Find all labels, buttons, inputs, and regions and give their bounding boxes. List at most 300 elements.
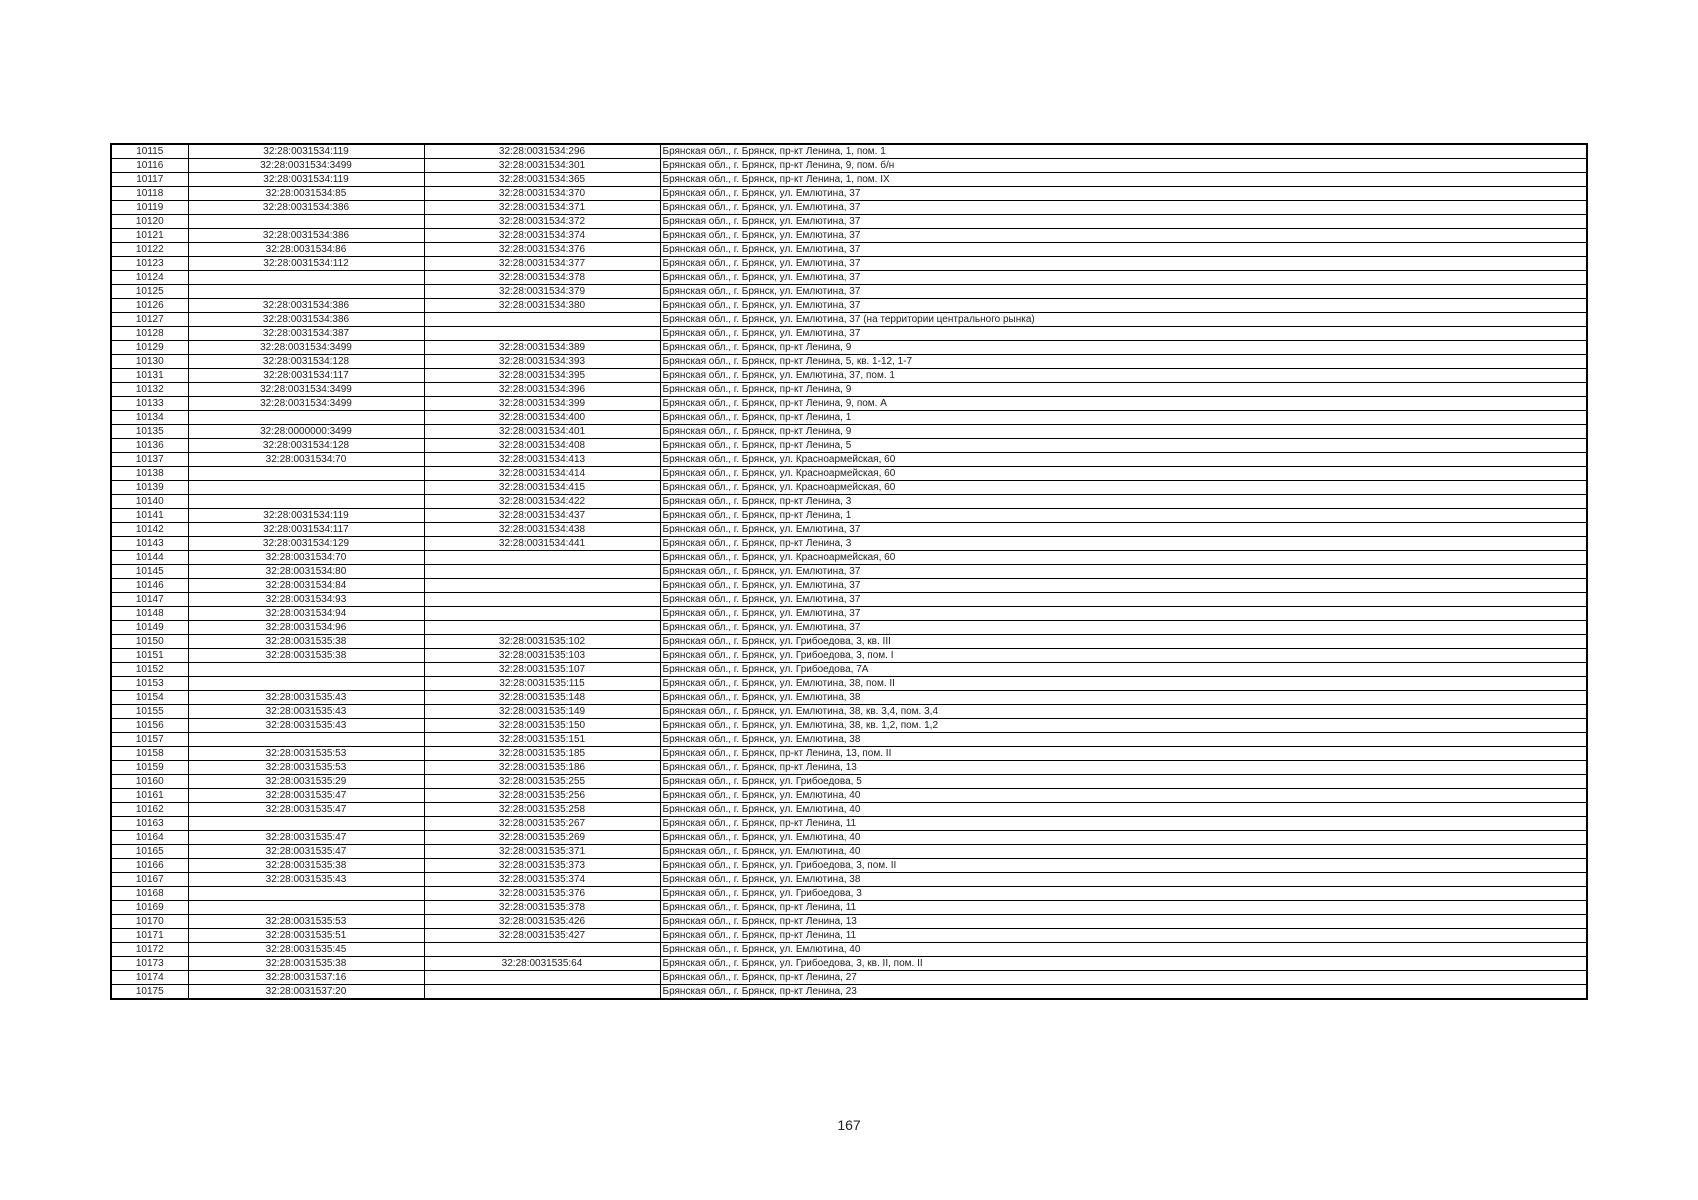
land-cadastral-number-cell [188,411,424,425]
address-cell: Брянская обл., г. Брянск, ул. Красноармейская, 60 [660,481,1587,495]
address-cell: Брянская обл., г. Брянск, пр-кт Ленина, 9 [660,341,1587,355]
address-cell: Брянская обл., г. Брянск, ул. Емлютина, 40 [660,845,1587,859]
row-number-cell: 10163 [111,817,188,831]
table-row [111,509,1587,523]
table-row [111,817,1587,831]
object-cadastral-number-cell: 32:28:0031534:438 [424,523,660,537]
table-row [111,173,1587,187]
land-cadastral-number-cell: 32:28:0031535:38 [188,957,424,971]
address-cell: Брянская обл., г. Брянск, пр-кт Ленина, 1 [660,411,1587,425]
address-cell: Брянская обл., г. Брянск, пр-кт Ленина, 13, пом. II [660,747,1587,761]
row-number-cell: 10124 [111,271,188,285]
object-cadastral-number-cell: 32:28:0031534:379 [424,285,660,299]
address-cell: Брянская обл., г. Брянск, пр-кт Ленина, 9 [660,425,1587,439]
address-cell: Брянская обл., г. Брянск, ул. Емлютина, 37 [660,523,1587,537]
address-cell: Брянская обл., г. Брянск, ул. Емлютина, 40 [660,803,1587,817]
row-number-cell: 10138 [111,467,188,481]
address-cell: Брянская обл., г. Брянск, ул. Емлютина, 37 (на территории центрального рынка) [660,313,1587,327]
land-cadastral-number-cell: 32:28:0031534:386 [188,229,424,243]
row-number-cell: 10116 [111,159,188,173]
object-cadastral-number-cell: 32:28:0031534:389 [424,341,660,355]
row-number-cell: 10140 [111,495,188,509]
row-number-cell: 10141 [111,509,188,523]
land-cadastral-number-cell [188,481,424,495]
land-cadastral-number-cell: 32:28:0031534:386 [188,201,424,215]
address-cell: Брянская обл., г. Брянск, пр-кт Ленина, 13 [660,761,1587,775]
land-cadastral-number-cell: 32:28:0031535:43 [188,705,424,719]
row-number-cell: 10123 [111,257,188,271]
address-cell: Брянская обл., г. Брянск, пр-кт Ленина, 11 [660,929,1587,943]
land-cadastral-number-cell: 32:28:0031534:93 [188,593,424,607]
table-row [111,775,1587,789]
object-cadastral-number-cell: 32:28:0031535:374 [424,873,660,887]
address-cell: Брянская обл., г. Брянск, ул. Емлютина, 37 [660,607,1587,621]
table-row [111,635,1587,649]
table-row [111,313,1587,327]
table-row [111,551,1587,565]
table-row [111,649,1587,663]
object-cadastral-number-cell: 32:28:0031535:64 [424,957,660,971]
table-row [111,565,1587,579]
land-cadastral-number-cell: 32:28:0031534:119 [188,144,424,159]
table-row [111,397,1587,411]
table-row [111,957,1587,971]
object-cadastral-number-cell [424,621,660,635]
object-cadastral-number-cell [424,327,660,341]
table-row [111,271,1587,285]
object-cadastral-number-cell: 32:28:0031534:374 [424,229,660,243]
land-cadastral-number-cell: 32:28:0031534:117 [188,523,424,537]
land-cadastral-number-cell: 32:28:0031535:47 [188,789,424,803]
table-row [111,593,1587,607]
land-cadastral-number-cell [188,677,424,691]
land-cadastral-number-cell: 32:28:0031535:29 [188,775,424,789]
land-cadastral-number-cell [188,901,424,915]
row-number-cell: 10158 [111,747,188,761]
table-row [111,663,1587,677]
object-cadastral-number-cell: 32:28:0031535:371 [424,845,660,859]
address-cell: Брянская обл., г. Брянск, ул. Емлютина, 38, кв. 1,2, пом. 1,2 [660,719,1587,733]
land-cadastral-number-cell: 32:28:0031535:53 [188,747,424,761]
row-number-cell: 10121 [111,229,188,243]
land-cadastral-number-cell: 32:28:0031535:43 [188,691,424,705]
object-cadastral-number-cell: 32:28:0031535:269 [424,831,660,845]
row-number-cell: 10148 [111,607,188,621]
object-cadastral-number-cell: 32:28:0031535:373 [424,859,660,873]
table-row [111,719,1587,733]
table-row [111,761,1587,775]
object-cadastral-number-cell: 32:28:0031534:413 [424,453,660,467]
table-row [111,425,1587,439]
land-cadastral-number-cell: 32:28:0031535:38 [188,635,424,649]
row-number-cell: 10118 [111,187,188,201]
row-number-cell: 10168 [111,887,188,901]
land-cadastral-number-cell: 32:28:0031534:119 [188,509,424,523]
object-cadastral-number-cell [424,551,660,565]
table-row [111,705,1587,719]
address-cell: Брянская обл., г. Брянск, пр-кт Ленина, 9, пом. б/н [660,159,1587,173]
table-row [111,355,1587,369]
object-cadastral-number-cell: 32:28:0031534:370 [424,187,660,201]
land-cadastral-number-cell: 32:28:0031535:38 [188,859,424,873]
address-cell: Брянская обл., г. Брянск, пр-кт Ленина, 11 [660,817,1587,831]
address-cell: Брянская обл., г. Брянск, ул. Емлютина, 38 [660,873,1587,887]
row-number-cell: 10146 [111,579,188,593]
object-cadastral-number-cell: 32:28:0031534:401 [424,425,660,439]
row-number-cell: 10137 [111,453,188,467]
land-cadastral-number-cell: 32:28:0031534:3499 [188,397,424,411]
table-row [111,803,1587,817]
address-cell: Брянская обл., г. Брянск, пр-кт Ленина, 27 [660,971,1587,985]
land-cadastral-number-cell: 32:28:0031535:43 [188,719,424,733]
table-row [111,691,1587,705]
table-row [111,439,1587,453]
row-number-cell: 10153 [111,677,188,691]
address-cell: Брянская обл., г. Брянск, ул. Емлютина, 37 [660,229,1587,243]
object-cadastral-number-cell: 32:28:0031534:395 [424,369,660,383]
table-row [111,733,1587,747]
table-row [111,789,1587,803]
land-cadastral-number-cell [188,215,424,229]
table-row [111,411,1587,425]
address-cell: Брянская обл., г. Брянск, ул. Емлютина, 37 [660,187,1587,201]
table-row [111,607,1587,621]
object-cadastral-number-cell: 32:28:0031534:372 [424,215,660,229]
address-cell: Брянская обл., г. Брянск, ул. Емлютина, 40 [660,789,1587,803]
address-cell: Брянская обл., г. Брянск, ул. Емлютина, 37 [660,215,1587,229]
address-cell: Брянская обл., г. Брянск, ул. Емлютина, 38 [660,691,1587,705]
object-cadastral-number-cell [424,985,660,1000]
table-row [111,523,1587,537]
address-cell: Брянская обл., г. Брянск, пр-кт Ленина, 11 [660,901,1587,915]
table-row [111,327,1587,341]
row-number-cell: 10122 [111,243,188,257]
object-cadastral-number-cell: 32:28:0031535:107 [424,663,660,677]
table-row [111,383,1587,397]
row-number-cell: 10128 [111,327,188,341]
land-cadastral-number-cell: 32:28:0031534:128 [188,439,424,453]
land-cadastral-number-cell: 32:28:0031537:20 [188,985,424,1000]
address-cell: Брянская обл., г. Брянск, ул. Емлютина, 37 [660,565,1587,579]
land-cadastral-number-cell [188,663,424,677]
land-cadastral-number-cell: 32:28:0031534:128 [188,355,424,369]
table-row [111,971,1587,985]
row-number-cell: 10167 [111,873,188,887]
table-row [111,943,1587,957]
land-cadastral-number-cell: 32:28:0031534:112 [188,257,424,271]
address-cell: Брянская обл., г. Брянск, ул. Грибоедова, 7А [660,663,1587,677]
land-cadastral-number-cell: 32:28:0031535:51 [188,929,424,943]
address-cell: Брянская обл., г. Брянск, ул. Емлютина, 38, пом. II [660,677,1587,691]
object-cadastral-number-cell: 32:28:0031534:301 [424,159,660,173]
land-cadastral-number-cell: 32:28:0031534:80 [188,565,424,579]
table-row [111,341,1587,355]
object-cadastral-number-cell [424,579,660,593]
land-cadastral-number-cell: 32:28:0031535:43 [188,873,424,887]
land-cadastral-number-cell: 32:28:0031535:45 [188,943,424,957]
address-cell: Брянская обл., г. Брянск, ул. Емлютина, 37 [660,327,1587,341]
land-cadastral-number-cell: 32:28:0031534:84 [188,579,424,593]
table-row [111,201,1587,215]
address-cell: Брянская обл., г. Брянск, пр-кт Ленина, 1 [660,509,1587,523]
address-cell: Брянская обл., г. Брянск, пр-кт Ленина, 9, пом. А [660,397,1587,411]
land-cadastral-number-cell: 32:28:0031537:16 [188,971,424,985]
address-cell: Брянская обл., г. Брянск, ул. Емлютина, 37, пом. 1 [660,369,1587,383]
object-cadastral-number-cell: 32:28:0031534:399 [424,397,660,411]
object-cadastral-number-cell: 32:28:0031534:396 [424,383,660,397]
address-cell: Брянская обл., г. Брянск, ул. Емлютина, 37 [660,243,1587,257]
object-cadastral-number-cell [424,593,660,607]
land-cadastral-number-cell: 32:28:0031534:3499 [188,341,424,355]
object-cadastral-number-cell: 32:28:0031535:185 [424,747,660,761]
address-cell: Брянская обл., г. Брянск, ул. Емлютина, 37 [660,201,1587,215]
object-cadastral-number-cell: 32:28:0031535:150 [424,719,660,733]
table-row [111,285,1587,299]
row-number-cell: 10119 [111,201,188,215]
land-cadastral-number-cell: 32:28:0031534:386 [188,299,424,313]
row-number-cell: 10130 [111,355,188,369]
address-cell: Брянская обл., г. Брянск, ул. Емлютина, 37 [660,257,1587,271]
land-cadastral-number-cell: 32:28:0031534:119 [188,173,424,187]
table-row [111,747,1587,761]
row-number-cell: 10157 [111,733,188,747]
land-cadastral-number-cell: 32:28:0031534:129 [188,537,424,551]
row-number-cell: 10142 [111,523,188,537]
address-cell: Брянская обл., г. Брянск, пр-кт Ленина, 5, кв. 1-12, 1-7 [660,355,1587,369]
object-cadastral-number-cell: 32:28:0031534:376 [424,243,660,257]
land-cadastral-number-cell: 32:28:0031535:47 [188,845,424,859]
address-cell: Брянская обл., г. Брянск, пр-кт Ленина, 23 [660,985,1587,1000]
address-cell: Брянская обл., г. Брянск, ул. Емлютина, 37 [660,621,1587,635]
row-number-cell: 10165 [111,845,188,859]
object-cadastral-number-cell: 32:28:0031534:408 [424,439,660,453]
land-cadastral-number-cell: 32:28:0031534:3499 [188,159,424,173]
object-cadastral-number-cell [424,943,660,957]
table-row [111,915,1587,929]
table-row [111,537,1587,551]
object-cadastral-number-cell: 32:28:0031535:115 [424,677,660,691]
row-number-cell: 10136 [111,439,188,453]
table-row [111,243,1587,257]
object-cadastral-number-cell: 32:28:0031535:427 [424,929,660,943]
address-cell: Брянская обл., г. Брянск, ул. Емлютина, 37 [660,271,1587,285]
cadastral-table-body [111,144,1587,999]
table-row [111,859,1587,873]
row-number-cell: 10156 [111,719,188,733]
row-number-cell: 10133 [111,397,188,411]
object-cadastral-number-cell: 32:28:0031534:371 [424,201,660,215]
address-cell: Брянская обл., г. Брянск, ул. Грибоедова, 3, пом. II [660,859,1587,873]
object-cadastral-number-cell: 32:28:0031534:422 [424,495,660,509]
address-cell: Брянская обл., г. Брянск, пр-кт Ленина, 13 [660,915,1587,929]
land-cadastral-number-cell: 32:28:0031534:85 [188,187,424,201]
table-row [111,621,1587,635]
object-cadastral-number-cell [424,565,660,579]
row-number-cell: 10152 [111,663,188,677]
row-number-cell: 10172 [111,943,188,957]
table-row [111,229,1587,243]
row-number-cell: 10115 [111,144,188,159]
land-cadastral-number-cell: 32:28:0031535:47 [188,803,424,817]
land-cadastral-number-cell: 32:28:0031535:47 [188,831,424,845]
table-row [111,579,1587,593]
address-cell: Брянская обл., г. Брянск, ул. Грибоедова, 3, кв. II, пом. II [660,957,1587,971]
row-number-cell: 10147 [111,593,188,607]
land-cadastral-number-cell: 32:28:0031534:96 [188,621,424,635]
land-cadastral-number-cell [188,467,424,481]
table-row [111,144,1587,159]
object-cadastral-number-cell: 32:28:0031534:437 [424,509,660,523]
row-number-cell: 10162 [111,803,188,817]
object-cadastral-number-cell: 32:28:0031535:378 [424,901,660,915]
address-cell: Брянская обл., г. Брянск, ул. Емлютина, 37 [660,593,1587,607]
address-cell: Брянская обл., г. Брянск, ул. Емлютина, 38, кв. 3,4, пом. 3,4 [660,705,1587,719]
address-cell: Брянская обл., г. Брянск, пр-кт Ленина, 1, пом. IX [660,173,1587,187]
address-cell: Брянская обл., г. Брянск, ул. Емлютина, 37 [660,579,1587,593]
row-number-cell: 10144 [111,551,188,565]
address-cell: Брянская обл., г. Брянск, ул. Грибоедова, 5 [660,775,1587,789]
row-number-cell: 10166 [111,859,188,873]
land-cadastral-number-cell: 32:28:0000000:3499 [188,425,424,439]
object-cadastral-number-cell: 32:28:0031534:414 [424,467,660,481]
row-number-cell: 10120 [111,215,188,229]
object-cadastral-number-cell: 32:28:0031535:426 [424,915,660,929]
row-number-cell: 10171 [111,929,188,943]
row-number-cell: 10164 [111,831,188,845]
table-row [111,257,1587,271]
table-row [111,677,1587,691]
object-cadastral-number-cell: 32:28:0031535:255 [424,775,660,789]
row-number-cell: 10149 [111,621,188,635]
object-cadastral-number-cell: 32:28:0031535:148 [424,691,660,705]
land-cadastral-number-cell: 32:28:0031535:53 [188,915,424,929]
row-number-cell: 10139 [111,481,188,495]
address-cell: Брянская обл., г. Брянск, пр-кт Ленина, 1, пом. 1 [660,144,1587,159]
land-cadastral-number-cell: 32:28:0031534:117 [188,369,424,383]
object-cadastral-number-cell: 32:28:0031535:256 [424,789,660,803]
object-cadastral-number-cell: 32:28:0031535:186 [424,761,660,775]
row-number-cell: 10160 [111,775,188,789]
table-row [111,481,1587,495]
land-cadastral-number-cell [188,887,424,901]
object-cadastral-number-cell [424,971,660,985]
address-cell: Брянская обл., г. Брянск, ул. Грибоедова, 3, пом. I [660,649,1587,663]
object-cadastral-number-cell: 32:28:0031534:377 [424,257,660,271]
row-number-cell: 10125 [111,285,188,299]
table-row [111,929,1587,943]
row-number-cell: 10161 [111,789,188,803]
address-cell: Брянская обл., г. Брянск, ул. Емлютина, 37 [660,285,1587,299]
address-cell: Брянская обл., г. Брянск, пр-кт Ленина, 3 [660,537,1587,551]
land-cadastral-number-cell: 32:28:0031534:386 [188,313,424,327]
address-cell: Брянская обл., г. Брянск, пр-кт Ленина, 9 [660,383,1587,397]
table-row [111,831,1587,845]
land-cadastral-number-cell [188,733,424,747]
address-cell: Брянская обл., г. Брянск, ул. Красноармейская, 60 [660,551,1587,565]
cadastral-table [110,143,1588,1000]
object-cadastral-number-cell: 32:28:0031535:258 [424,803,660,817]
row-number-cell: 10132 [111,383,188,397]
table-row [111,159,1587,173]
object-cadastral-number-cell: 32:28:0031535:376 [424,887,660,901]
row-number-cell: 10159 [111,761,188,775]
row-number-cell: 10170 [111,915,188,929]
address-cell: Брянская обл., г. Брянск, ул. Емлютина, 38 [660,733,1587,747]
row-number-cell: 10126 [111,299,188,313]
land-cadastral-number-cell: 32:28:0031534:387 [188,327,424,341]
table-row [111,873,1587,887]
land-cadastral-number-cell: 32:28:0031535:38 [188,649,424,663]
table-row [111,453,1587,467]
address-cell: Брянская обл., г. Брянск, пр-кт Ленина, 3 [660,495,1587,509]
table-row [111,467,1587,481]
object-cadastral-number-cell: 32:28:0031535:103 [424,649,660,663]
row-number-cell: 10175 [111,985,188,1000]
table-row [111,887,1587,901]
row-number-cell: 10151 [111,649,188,663]
object-cadastral-number-cell: 32:28:0031535:151 [424,733,660,747]
land-cadastral-number-cell [188,271,424,285]
row-number-cell: 10117 [111,173,188,187]
table-row [111,299,1587,313]
page-number: 167 [837,1117,861,1133]
object-cadastral-number-cell: 32:28:0031534:378 [424,271,660,285]
land-cadastral-number-cell: 32:28:0031534:3499 [188,383,424,397]
row-number-cell: 10155 [111,705,188,719]
object-cadastral-number-cell: 32:28:0031535:102 [424,635,660,649]
address-cell: Брянская обл., г. Брянск, ул. Емлютина, 37 [660,299,1587,313]
table-row [111,985,1587,1000]
object-cadastral-number-cell: 32:28:0031534:441 [424,537,660,551]
row-number-cell: 10145 [111,565,188,579]
address-cell: Брянская обл., г. Брянск, пр-кт Ленина, 5 [660,439,1587,453]
row-number-cell: 10131 [111,369,188,383]
object-cadastral-number-cell: 32:28:0031534:393 [424,355,660,369]
land-cadastral-number-cell [188,495,424,509]
object-cadastral-number-cell [424,313,660,327]
row-number-cell: 10134 [111,411,188,425]
object-cadastral-number-cell: 32:28:0031535:267 [424,817,660,831]
row-number-cell: 10135 [111,425,188,439]
address-cell: Брянская обл., г. Брянск, ул. Емлютина, 40 [660,943,1587,957]
row-number-cell: 10129 [111,341,188,355]
table-row [111,215,1587,229]
object-cadastral-number-cell: 32:28:0031535:149 [424,705,660,719]
table-row [111,369,1587,383]
land-cadastral-number-cell [188,285,424,299]
land-cadastral-number-cell [188,817,424,831]
row-number-cell: 10173 [111,957,188,971]
object-cadastral-number-cell: 32:28:0031534:415 [424,481,660,495]
address-cell: Брянская обл., г. Брянск, ул. Красноармейская, 60 [660,453,1587,467]
object-cadastral-number-cell: 32:28:0031534:365 [424,173,660,187]
land-cadastral-number-cell: 32:28:0031534:86 [188,243,424,257]
table-row [111,495,1587,509]
address-cell: Брянская обл., г. Брянск, ул. Грибоедова, 3, кв. III [660,635,1587,649]
land-cadastral-number-cell: 32:28:0031534:94 [188,607,424,621]
row-number-cell: 10143 [111,537,188,551]
object-cadastral-number-cell: 32:28:0031534:380 [424,299,660,313]
table-row [111,187,1587,201]
address-cell: Брянская обл., г. Брянск, ул. Грибоедова, 3 [660,887,1587,901]
land-cadastral-number-cell: 32:28:0031534:70 [188,453,424,467]
land-cadastral-number-cell: 32:28:0031534:70 [188,551,424,565]
row-number-cell: 10127 [111,313,188,327]
row-number-cell: 10174 [111,971,188,985]
table-row [111,845,1587,859]
land-cadastral-number-cell: 32:28:0031535:53 [188,761,424,775]
object-cadastral-number-cell [424,607,660,621]
